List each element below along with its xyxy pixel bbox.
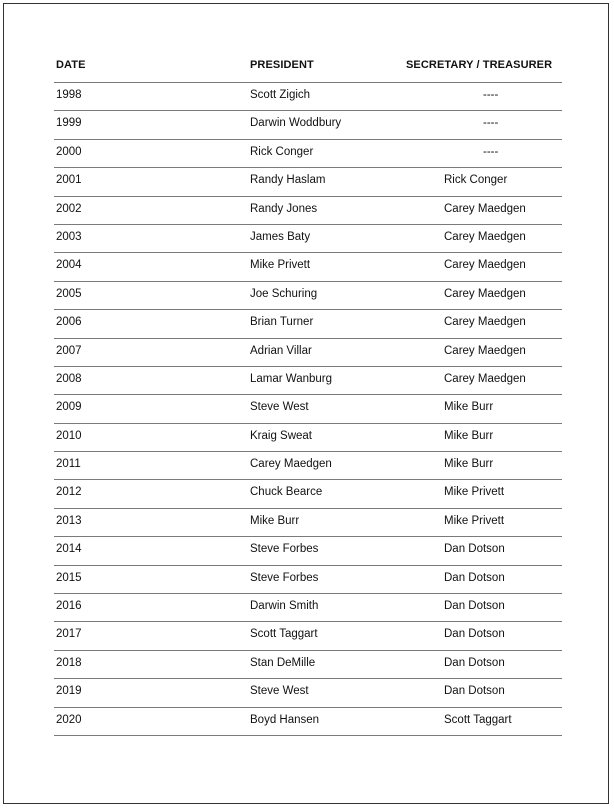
cell-president: Mike Burr	[250, 514, 300, 527]
cell-date: 1999	[56, 117, 82, 130]
cell-secretary-treasurer: Mike Burr	[444, 458, 494, 471]
table-row	[54, 509, 562, 537]
cell-president: Carey Maedgen	[250, 458, 332, 471]
table-row	[54, 424, 562, 452]
cell-president: Boyd Hansen	[250, 713, 320, 726]
cell-date: 2014	[56, 543, 82, 556]
table-row	[54, 395, 562, 423]
cell-date: 2008	[56, 372, 82, 385]
table-row	[54, 111, 562, 139]
cell-date: 2012	[56, 486, 82, 499]
cell-president: Adrian Villar	[250, 344, 312, 357]
cell-date: 2003	[56, 230, 82, 243]
table-row	[54, 339, 562, 367]
header-secretary-treasurer: SECRETARY / TREASURER	[406, 59, 553, 71]
cell-secretary-treasurer: Mike Burr	[444, 401, 494, 414]
cell-president: Joe Schuring	[250, 287, 318, 300]
cell-secretary-treasurer: ----	[483, 89, 499, 101]
cell-date: 2020	[56, 713, 82, 726]
cell-president: Steve Forbes	[250, 543, 319, 556]
table-row	[54, 537, 562, 565]
cell-president: James Baty	[250, 230, 311, 243]
table-header-row	[54, 54, 562, 83]
table-row	[54, 480, 562, 508]
table-row	[54, 594, 562, 622]
cell-president: Kraig Sweat	[250, 429, 313, 442]
table-row	[54, 651, 562, 679]
cell-date: 2004	[56, 259, 82, 272]
cell-president: Darwin Woddbury	[250, 117, 342, 130]
cell-date: 2011	[56, 458, 81, 471]
cell-date: 2005	[56, 287, 82, 300]
cell-date: 2018	[56, 656, 82, 669]
cell-secretary-treasurer: Carey Maedgen	[444, 344, 526, 357]
cell-secretary-treasurer: ----	[483, 117, 499, 130]
cell-secretary-treasurer: Carey Maedgen	[444, 259, 526, 272]
cell-president: Scott Zigich	[250, 89, 311, 101]
cell-president: Lamar Wanburg	[250, 372, 333, 385]
cell-date: 1998	[56, 89, 82, 101]
cell-secretary-treasurer: Dan Dotson	[444, 685, 505, 698]
cell-secretary-treasurer: Carey Maedgen	[444, 372, 526, 385]
table-row	[54, 253, 562, 281]
cell-secretary-treasurer: Carey Maedgen	[444, 230, 526, 243]
cell-date: 2016	[56, 600, 82, 613]
cell-secretary-treasurer: Dan Dotson	[444, 656, 505, 669]
cell-date: 2002	[56, 202, 82, 215]
cell-date: 2001	[56, 174, 82, 187]
cell-president: Randy Haslam	[250, 174, 326, 187]
cell-date: 2019	[56, 685, 82, 698]
cell-president: Rick Conger	[250, 145, 314, 158]
cell-secretary-treasurer: Mike Privett	[444, 486, 505, 499]
cell-president: Darwin Smith	[250, 600, 319, 613]
cell-date: 2015	[56, 571, 82, 584]
cell-secretary-treasurer: Carey Maedgen	[444, 316, 526, 329]
cell-secretary-treasurer: Carey Maedgen	[444, 287, 526, 300]
cell-secretary-treasurer: Dan Dotson	[444, 543, 505, 556]
cell-date: 2009	[56, 401, 82, 414]
cell-date: 2013	[56, 514, 82, 527]
cell-secretary-treasurer: Carey Maedgen	[444, 202, 526, 215]
cell-president: Steve West	[250, 401, 309, 414]
cell-president: Brian Turner	[250, 316, 314, 329]
table-row	[54, 310, 562, 338]
header-president: PRESIDENT	[250, 59, 314, 71]
table-row	[54, 367, 562, 395]
cell-secretary-treasurer: Dan Dotson	[444, 628, 505, 641]
cell-secretary-treasurer: Dan Dotson	[444, 571, 505, 584]
cell-secretary-treasurer: Scott Taggart	[444, 713, 512, 726]
cell-secretary-treasurer: Dan Dotson	[444, 600, 505, 613]
cell-president: Steve West	[250, 685, 309, 698]
cell-secretary-treasurer: Rick Conger	[444, 174, 508, 187]
cell-date: 2007	[56, 344, 82, 357]
table-row	[54, 452, 562, 480]
table-row	[54, 197, 562, 225]
document-page	[3, 3, 609, 804]
cell-president: Mike Privett	[250, 259, 311, 272]
table-row	[54, 282, 562, 310]
table-body	[54, 83, 562, 736]
officers-table	[54, 54, 562, 736]
cell-president: Randy Jones	[250, 202, 318, 215]
cell-secretary-treasurer: ----	[483, 145, 499, 158]
table-row	[54, 708, 562, 736]
table-row	[54, 140, 562, 168]
cell-president: Chuck Bearce	[250, 486, 323, 499]
cell-secretary-treasurer: Mike Privett	[444, 514, 505, 527]
cell-president: Stan DeMille	[250, 656, 316, 669]
cell-date: 2017	[56, 628, 82, 641]
cell-date: 2010	[56, 429, 82, 442]
cell-date: 2006	[56, 316, 82, 329]
table-row	[54, 83, 562, 111]
table-row	[54, 225, 562, 253]
cell-date: 2000	[56, 145, 82, 158]
table-row	[54, 168, 562, 196]
table-row	[54, 679, 562, 707]
table-row	[54, 622, 562, 650]
cell-president: Steve Forbes	[250, 571, 319, 584]
cell-secretary-treasurer: Mike Burr	[444, 429, 494, 442]
header-date: DATE	[56, 59, 86, 71]
table-row	[54, 566, 562, 594]
cell-president: Scott Taggart	[250, 628, 318, 641]
